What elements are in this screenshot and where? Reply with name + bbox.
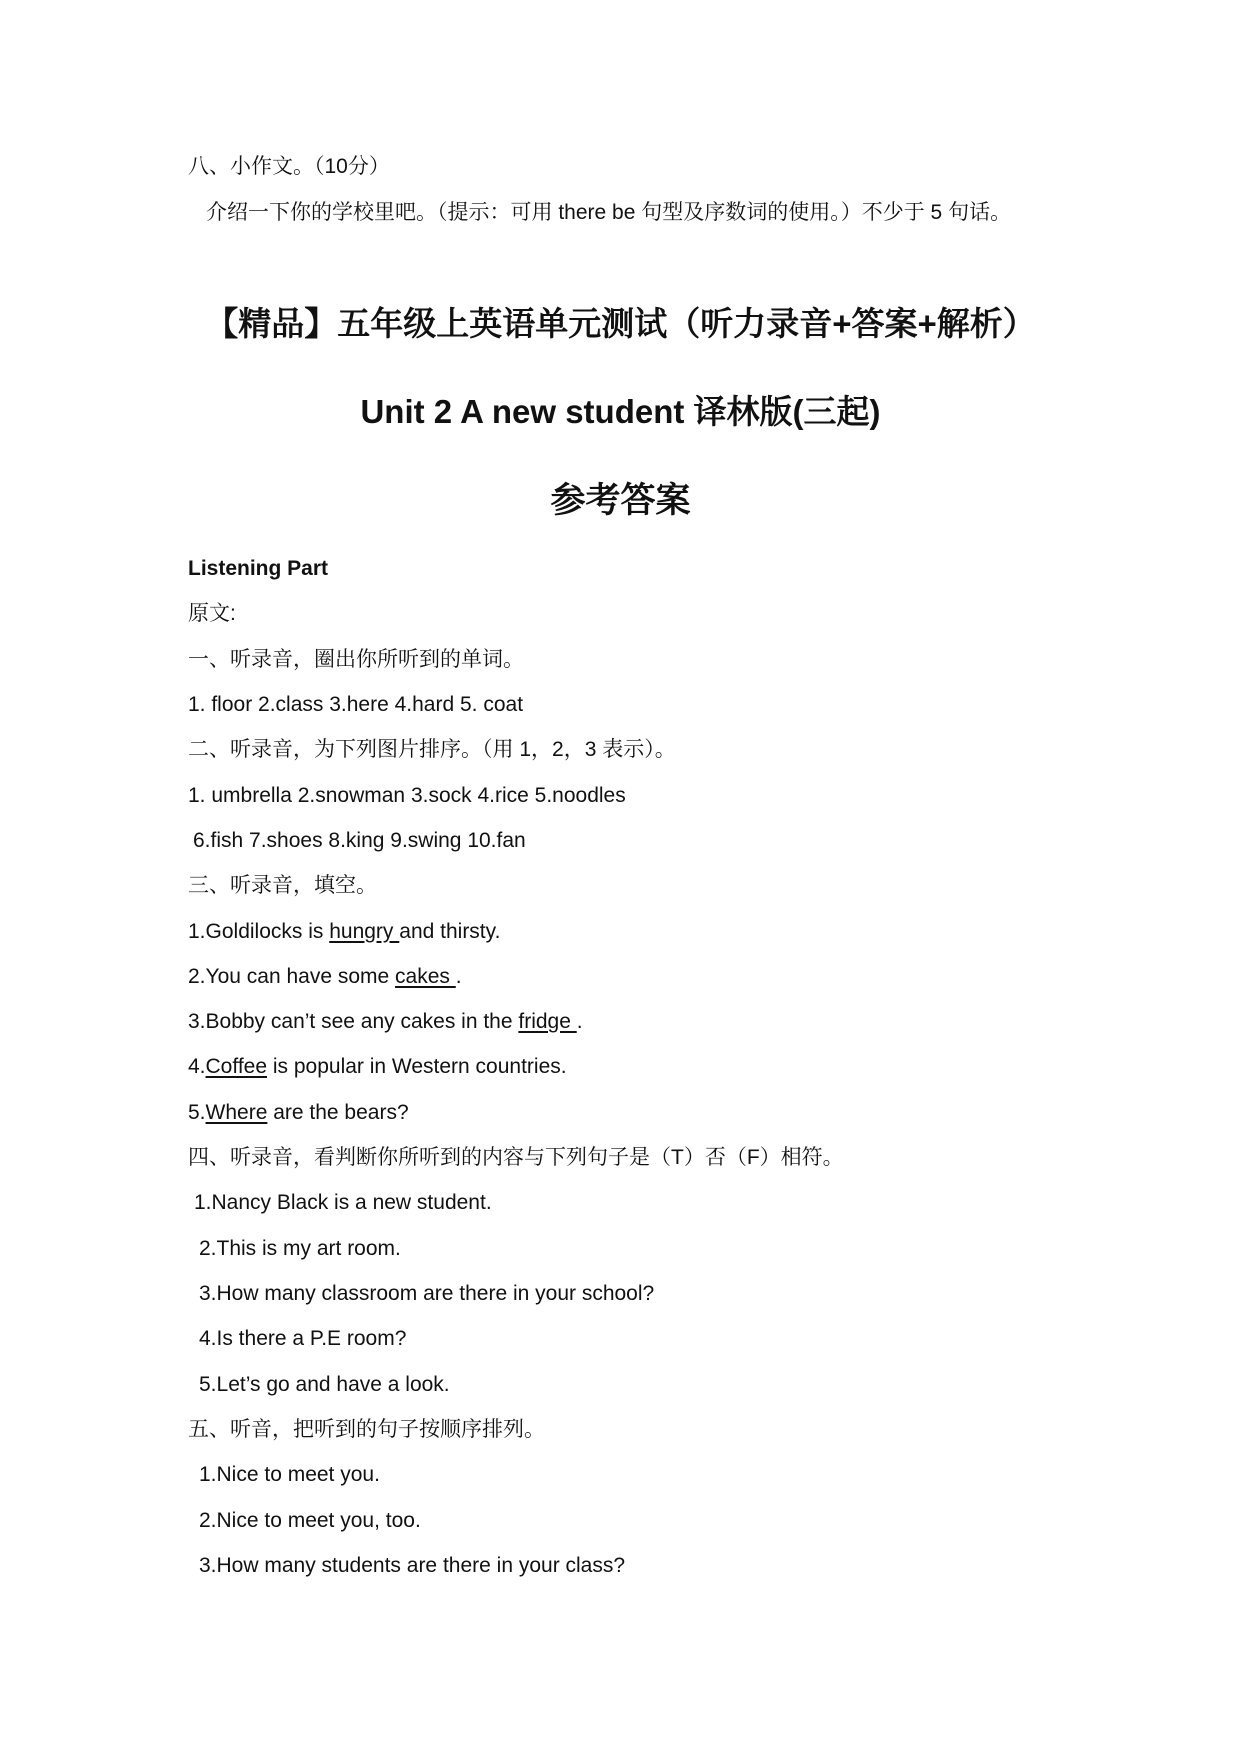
fill-blank-item — [188, 1008, 583, 1036]
listening-part-label: Listening Part — [188, 557, 329, 580]
fill-blank-item — [188, 1099, 409, 1127]
section3-heading: 三、听录音，填空。 — [188, 874, 377, 897]
fill-blank-answer: Coffee — [205, 1055, 268, 1078]
fill-blank-answer: fridge — [518, 1010, 577, 1033]
fill-blank-answer: Where — [205, 1101, 268, 1124]
ordering-item: 2.Nice to meet you, too. — [199, 1509, 421, 1532]
true-false-item: 5.Let’s go and have a look. — [199, 1373, 450, 1396]
fill-blank-text: 4. — [188, 1055, 206, 1078]
fill-blank-item — [188, 918, 500, 946]
fill-blank-text: 1.Goldilocks is — [188, 920, 330, 943]
answer-key-title: 参考答案 — [550, 481, 691, 520]
fill-blank-answer: cakes — [395, 965, 456, 988]
fill-blank-text: 2.You can have some — [188, 965, 396, 988]
section1-heading: 一、听录音，圈出你所听到的单词。 — [188, 648, 524, 671]
composition-instruction: 介绍一下你的学校里吧。（提示：可用 there be 句型及序数词的使用。）不少于 5 句话。 — [206, 201, 1012, 224]
fill-blank-text: 3.Bobby can’t see any cakes in the — [188, 1010, 519, 1033]
section5-heading: 五、听音，把听到的句子按顺序排列。 — [188, 1418, 545, 1441]
section1-words: 1. floor 2.class 3.here 4.hard 5. coat — [188, 693, 524, 716]
ordering-item: 1.Nice to meet you. — [199, 1463, 380, 1486]
fill-blank-item — [188, 1053, 567, 1081]
fill-blank-answer: hungry — [329, 920, 400, 943]
fill-blank-text: are the bears? — [267, 1101, 409, 1124]
fill-blank-text: . — [455, 965, 462, 988]
section2-words-line2: 6.fish 7.shoes 8.king 9.swing 10.fan — [193, 829, 526, 852]
source-label: 原文: — [188, 602, 236, 625]
fill-blank-item — [188, 963, 462, 991]
fill-blank-text: and thirsty. — [399, 920, 501, 943]
true-false-item: 1.Nancy Black is a new student. — [194, 1191, 492, 1214]
section2-words-line1: 1. umbrella 2.snowman 3.sock 4.rice 5.noodles — [188, 784, 626, 807]
section2-heading: 二、听录音，为下列图片排序。（用 1，2，3 表示）。 — [188, 738, 676, 761]
true-false-item: 3.How many classroom are there in your school? — [199, 1282, 655, 1305]
fill-blank-text: . — [576, 1010, 583, 1033]
document-title: 【精品】五年级上英语单元测试（听力录音+答案+解析） — [205, 305, 1036, 342]
ordering-item: 3.How many students are there in your class? — [199, 1554, 626, 1577]
fill-blank-text: is popular in Western countries. — [267, 1055, 567, 1078]
composition-heading: 八、小作文。（10分） — [188, 155, 390, 178]
document-subtitle: Unit 2 A new student 译林版(三起) — [360, 393, 881, 430]
true-false-item: 4.Is there a P.E room? — [199, 1327, 407, 1350]
fill-blank-text: 5. — [188, 1101, 206, 1124]
true-false-item: 2.This is my art room. — [199, 1237, 401, 1260]
section4-heading: 四、听录音，看判断你所听到的内容与下列句子是（T）否（F）相符。 — [188, 1146, 844, 1169]
